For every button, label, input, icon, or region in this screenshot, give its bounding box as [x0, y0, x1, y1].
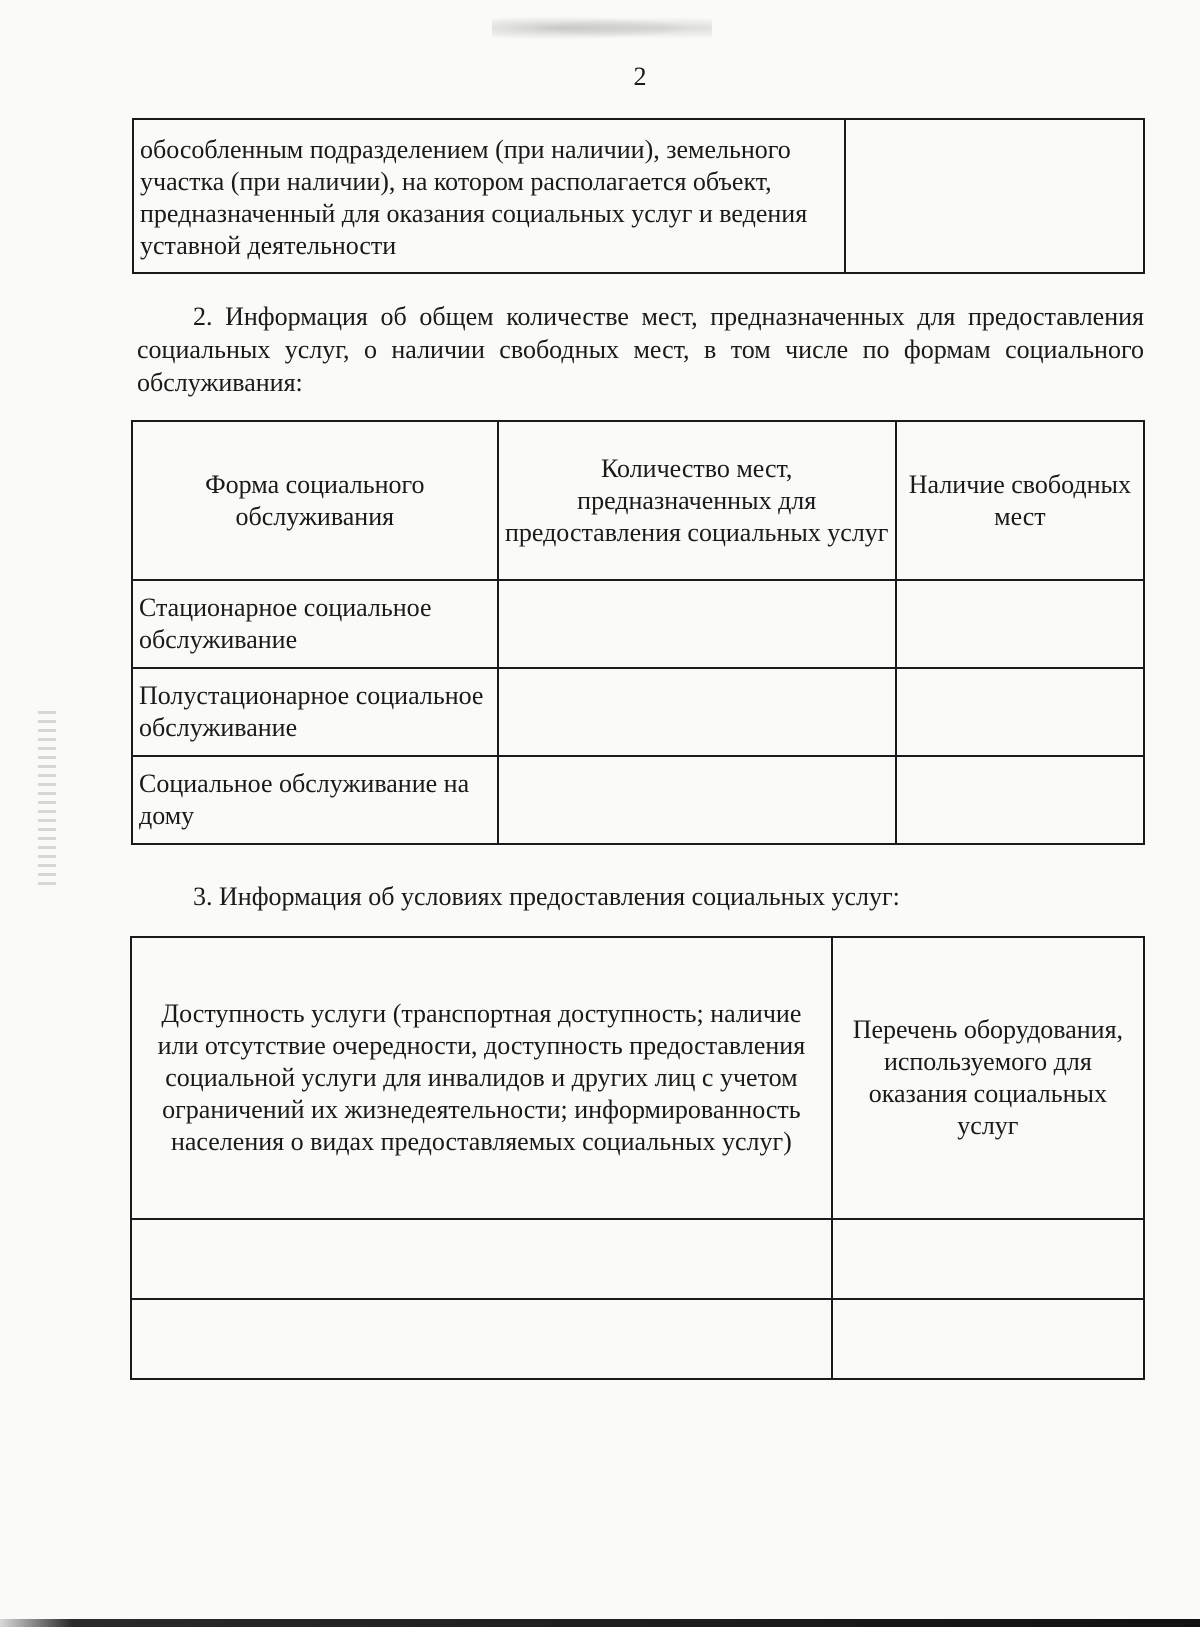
scan-artifact-top [492, 14, 712, 42]
row-equipment [832, 1299, 1144, 1379]
table-row [132, 580, 1144, 668]
row-service-form: Стационарное социальное обслуживание [132, 580, 498, 668]
section-2-text: 2. Информация об общем количестве мест, предназначенных для предоставления социальных услуг, о наличии свободных мест, в том числе по формам социального обслуживания: [137, 302, 1144, 397]
header-service-form: Форма социального обслуживания [132, 421, 498, 580]
places-table [131, 420, 1145, 845]
section-3-text: 3. Информация об условиях предоставления социальных услуг: [193, 882, 900, 911]
table-row [131, 1299, 1144, 1379]
row-availability [131, 1219, 832, 1299]
table-header-row [132, 421, 1144, 580]
continuation-table [132, 118, 1145, 274]
header-places-count: Количество мест, предназначенных для предоставления социальных услуг [498, 421, 896, 580]
page-number: 2 [633, 62, 647, 91]
row-free-places [896, 756, 1144, 844]
row-service-form: Полустационарное социальное обслуживание [132, 668, 498, 756]
row-free-places [896, 580, 1144, 668]
table-cell-value [845, 119, 1144, 273]
row-availability [131, 1299, 832, 1379]
header-free-places: Наличие свободных мест [896, 421, 1144, 580]
row-places-count [498, 668, 896, 756]
table-row [132, 756, 1144, 844]
scan-bottom-edge [0, 1619, 1200, 1627]
header-service-availability: Доступность услуги (транспортная доступность; наличие или отсутствие очередности, доступность предоставления социальной услуги для инвалидов и других лиц с учетом ограничений их жизнедеятельности; информированность населения о видах предоставляемых социальных услуг) [131, 937, 832, 1219]
conditions-table [130, 936, 1145, 1380]
table-row [133, 119, 1144, 273]
header-equipment-list: Перечень оборудования, используемого для оказания социальных услуг [832, 937, 1144, 1219]
row-service-form: Социальное обслуживание на дому [132, 756, 498, 844]
scan-artifact-left-edge [38, 705, 56, 885]
row-places-count [498, 756, 896, 844]
row-equipment [832, 1219, 1144, 1299]
table-row [132, 668, 1144, 756]
row-free-places [896, 668, 1144, 756]
row-places-count [498, 580, 896, 668]
table-row [131, 1219, 1144, 1299]
table-header-row [131, 937, 1144, 1219]
table-cell-text: обособленным подразделением (при наличии), земельного участка (при наличии), на котором располагается объект, предназначенный для оказания социальных услуг и ведения уставной деятельности [133, 119, 845, 273]
